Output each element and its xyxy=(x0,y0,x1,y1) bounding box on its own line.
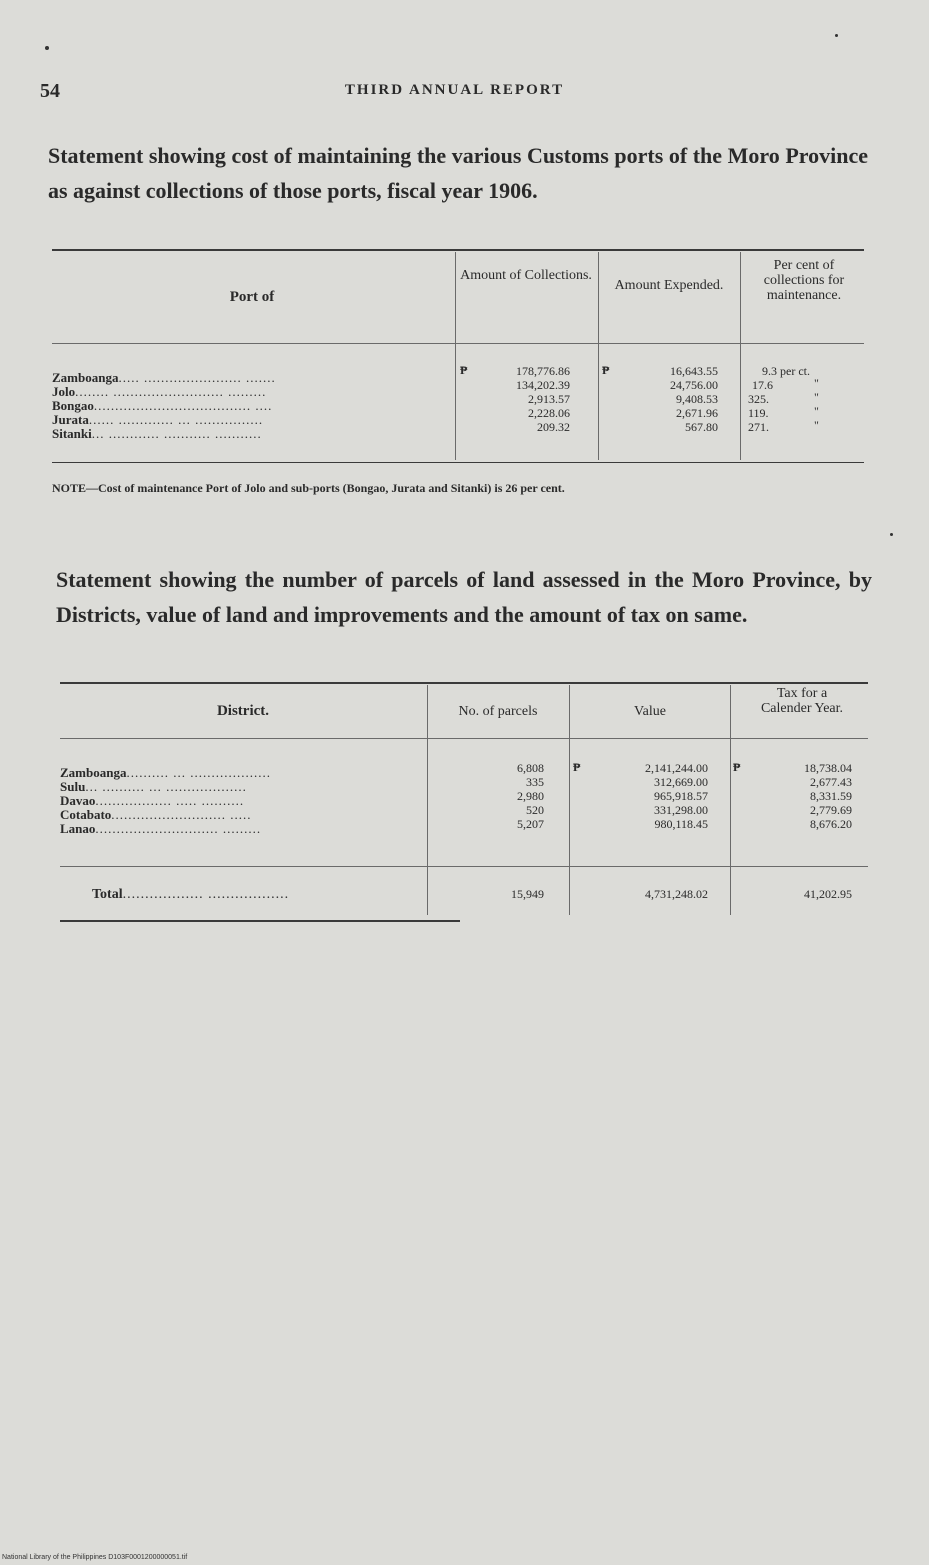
table-divider xyxy=(730,685,731,915)
port-label-bongao: Bongao..................................... .... xyxy=(52,398,273,413)
col-header-percent: Per cent of collections for maintenance. xyxy=(763,258,845,303)
print-speck xyxy=(45,46,49,50)
tax-cell: 18,738.04 xyxy=(804,761,852,775)
ditto-mark: " xyxy=(814,404,819,418)
collections-cell: 209.32 xyxy=(537,420,570,434)
table-rule xyxy=(60,866,868,867)
collections-cell: 2,913.57 xyxy=(528,392,570,406)
value-cell: 2,141,244.00 xyxy=(645,761,708,775)
page-number: 54 xyxy=(40,80,60,102)
parcels-cell: 5,207 xyxy=(517,817,544,831)
table-rule xyxy=(52,249,864,251)
value-cell: 312,669.00 xyxy=(654,775,708,789)
value-cell: 331,298.00 xyxy=(654,803,708,817)
statement1-intro: Statement showing cost of maintaining the various Customs ports of the Moro Province as against collections of those ports, fiscal year 1906. xyxy=(48,143,868,203)
collections-cell: 178,776.86 xyxy=(516,364,570,378)
percent-cell: 271. xyxy=(748,420,769,434)
col-header-value: Value xyxy=(634,704,666,719)
peso-sign: ₱ xyxy=(460,363,468,377)
col-header-parcels: No. of parcels xyxy=(458,704,538,719)
peso-sign: ₱ xyxy=(602,363,610,377)
port-label-jolo: Jolo........ .......................... ......... xyxy=(52,384,267,399)
scan-credit: National Library of the Philippines D103F0001200000051.tif xyxy=(2,1554,188,1561)
tax-cell: 8,331.59 xyxy=(810,789,852,803)
table-divider xyxy=(569,685,570,915)
expended-cell: 24,756.00 xyxy=(670,378,718,392)
ditto-mark: " xyxy=(814,390,819,404)
expended-cell: 2,671.96 xyxy=(676,406,718,420)
district-label-cotabato: Cotabato........................... ..... xyxy=(60,807,252,822)
total-label: Total.................. .................. xyxy=(92,887,290,902)
ditto-mark: " xyxy=(814,376,819,390)
table-note: NOTE—Cost of maintenance Port of Jolo and sub-ports (Bongao, Jurata and Sitanki) is 26 per cent. xyxy=(52,481,565,495)
col-header-port: Port of xyxy=(229,289,275,305)
col-header-district: District. xyxy=(216,703,270,719)
table-rule xyxy=(52,343,864,344)
percent-cell: 9.3 per ct. xyxy=(762,364,810,378)
table-rule xyxy=(52,462,864,463)
print-speck xyxy=(890,533,893,536)
table-rule xyxy=(60,920,460,922)
ditto-mark: " xyxy=(814,418,819,432)
table-rule xyxy=(60,738,868,739)
parcels-cell: 6,808 xyxy=(517,761,544,775)
percent-cell: 325. xyxy=(748,392,769,406)
col-header-tax: Tax for a Calender Year. xyxy=(760,686,844,716)
port-label-sitanki: Sitanki... ............ ........... ........... xyxy=(52,426,262,441)
page-header xyxy=(40,80,869,110)
total-value-cell: 4,731,248.02 xyxy=(645,887,708,901)
table-divider xyxy=(598,252,599,460)
district-label-zamboanga: Zamboanga.......... ... ................... xyxy=(60,765,271,780)
parcels-cell: 335 xyxy=(526,775,544,789)
table-divider xyxy=(427,685,428,915)
district-label-lanao: Lanao............................. ......... xyxy=(60,821,262,836)
statement2-intro: Statement showing the number of parcels of land assessed in the Moro Province, by Districts, value of land and improvements and the amount of tax on same. xyxy=(56,567,872,627)
table-divider xyxy=(740,252,741,460)
peso-sign: ₱ xyxy=(573,760,581,774)
tax-cell: 2,677.43 xyxy=(810,775,852,789)
running-head: THIRD ANNUAL REPORT xyxy=(344,82,565,98)
peso-sign: ₱ xyxy=(733,760,741,774)
percent-cell: 17.6 xyxy=(752,378,773,392)
total-tax-cell: 41,202.95 xyxy=(804,887,852,901)
tax-cell: 8,676.20 xyxy=(810,817,852,831)
table-rule xyxy=(60,682,868,684)
collections-cell: 134,202.39 xyxy=(516,378,570,392)
expended-cell: 567.80 xyxy=(685,420,718,434)
parcels-cell: 520 xyxy=(526,803,544,817)
value-cell: 965,918.57 xyxy=(654,789,708,803)
col-header-collections: Amount of Collections. xyxy=(460,268,592,283)
collections-cell: 2,228.06 xyxy=(528,406,570,420)
total-parcels-cell: 15,949 xyxy=(511,887,544,901)
table-divider xyxy=(455,252,456,460)
parcels-cell: 2,980 xyxy=(517,789,544,803)
value-cell: 980,118.45 xyxy=(654,817,708,831)
col-header-expended: Amount Expended. xyxy=(614,278,724,293)
print-speck xyxy=(835,34,838,37)
district-label-davao: Davao.................. ..... .......... xyxy=(60,793,245,808)
percent-cell: 119. xyxy=(748,406,769,420)
district-label-sulu: Sulu... .......... ... ................... xyxy=(60,779,247,794)
expended-cell: 16,643.55 xyxy=(670,364,718,378)
port-label-jurata: Jurata...... ............. ... ................ xyxy=(52,412,264,427)
expended-cell: 9,408.53 xyxy=(676,392,718,406)
tax-cell: 2,779.69 xyxy=(810,803,852,817)
port-label-zamboanga: Zamboanga..... ....................... ....... xyxy=(52,370,276,385)
